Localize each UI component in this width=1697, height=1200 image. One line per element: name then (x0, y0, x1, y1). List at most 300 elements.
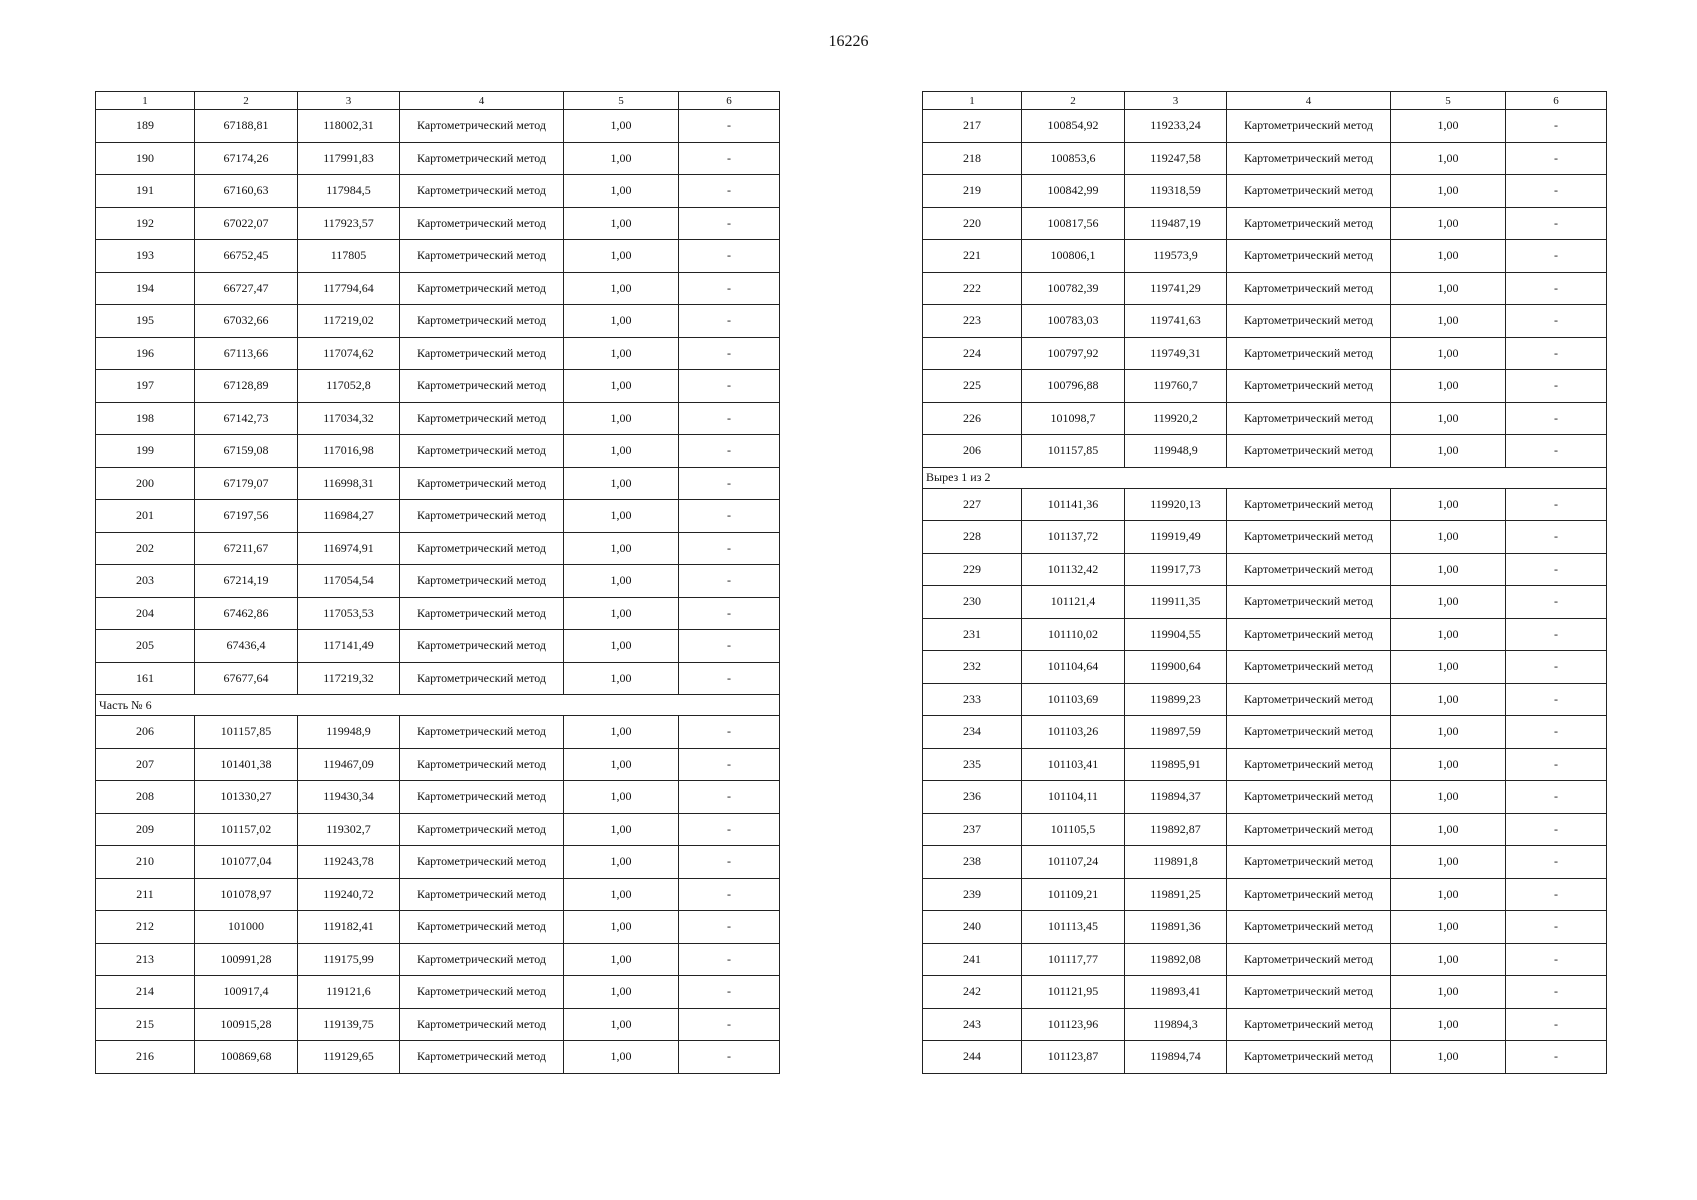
point-number-cell: 208 (96, 781, 195, 814)
y-coordinate-cell: 119899,23 (1125, 683, 1227, 716)
x-coordinate-cell: 67214,19 (195, 565, 298, 598)
coordinates-table-right (922, 91, 1607, 1074)
x-coordinate-cell: 101157,85 (195, 716, 298, 749)
note-cell: - (1506, 488, 1607, 521)
y-coordinate-cell: 119897,59 (1125, 716, 1227, 749)
table-row (96, 532, 780, 565)
column-header: 1 (96, 92, 195, 110)
method-cell: Картометрический метод (400, 370, 564, 403)
accuracy-cell: 1,00 (564, 175, 679, 208)
point-number-cell: 237 (923, 813, 1022, 846)
accuracy-cell: 1,00 (564, 435, 679, 468)
point-number-cell: 221 (923, 240, 1022, 273)
method-cell: Картометрический метод (400, 911, 564, 944)
y-coordinate-cell: 119741,29 (1125, 272, 1227, 305)
accuracy-cell: 1,00 (564, 878, 679, 911)
x-coordinate-cell: 101117,77 (1022, 943, 1125, 976)
method-cell: Картометрический метод (400, 630, 564, 663)
y-coordinate-cell: 119900,64 (1125, 651, 1227, 684)
accuracy-cell: 1,00 (1391, 813, 1506, 846)
method-cell: Картометрический метод (1227, 1041, 1391, 1074)
note-cell: - (679, 207, 780, 240)
method-cell: Картометрический метод (1227, 943, 1391, 976)
table-row (923, 781, 1607, 814)
point-number-cell: 219 (923, 175, 1022, 208)
y-coordinate-cell: 119175,99 (298, 943, 400, 976)
note-cell: - (1506, 748, 1607, 781)
x-coordinate-cell: 67159,08 (195, 435, 298, 468)
note-cell: - (1506, 240, 1607, 273)
x-coordinate-cell: 101077,04 (195, 846, 298, 879)
x-coordinate-cell: 67113,66 (195, 337, 298, 370)
note-cell: - (1506, 337, 1607, 370)
table-row (923, 370, 1607, 403)
method-cell: Картометрический метод (400, 781, 564, 814)
method-cell: Картометрический метод (400, 435, 564, 468)
point-number-cell: 240 (923, 911, 1022, 944)
y-coordinate-cell: 119430,34 (298, 781, 400, 814)
x-coordinate-cell: 67677,64 (195, 662, 298, 695)
note-cell: - (679, 1008, 780, 1041)
point-number-cell: 199 (96, 435, 195, 468)
accuracy-cell: 1,00 (1391, 716, 1506, 749)
section-row (923, 467, 1607, 488)
table-row (923, 207, 1607, 240)
y-coordinate-cell: 117219,02 (298, 305, 400, 338)
x-coordinate-cell: 101330,27 (195, 781, 298, 814)
note-cell: - (1506, 272, 1607, 305)
y-coordinate-cell: 119948,9 (298, 716, 400, 749)
note-cell: - (679, 846, 780, 879)
accuracy-cell: 1,00 (1391, 683, 1506, 716)
accuracy-cell: 1,00 (1391, 553, 1506, 586)
y-coordinate-cell: 117984,5 (298, 175, 400, 208)
y-coordinate-cell: 116998,31 (298, 467, 400, 500)
x-coordinate-cell: 101103,69 (1022, 683, 1125, 716)
accuracy-cell: 1,00 (564, 467, 679, 500)
y-coordinate-cell: 119487,19 (1125, 207, 1227, 240)
accuracy-cell: 1,00 (564, 976, 679, 1009)
method-cell: Картометрический метод (1227, 846, 1391, 879)
point-number-cell: 235 (923, 748, 1022, 781)
method-cell: Картометрический метод (400, 1041, 564, 1074)
x-coordinate-cell: 101121,95 (1022, 976, 1125, 1009)
method-cell: Картометрический метод (1227, 781, 1391, 814)
x-coordinate-cell: 101078,97 (195, 878, 298, 911)
point-number-cell: 228 (923, 521, 1022, 554)
table-row (96, 943, 780, 976)
method-cell: Картометрический метод (1227, 272, 1391, 305)
table-row (923, 943, 1607, 976)
accuracy-cell: 1,00 (1391, 240, 1506, 273)
note-cell: - (1506, 1041, 1607, 1074)
y-coordinate-cell: 119467,09 (298, 748, 400, 781)
method-cell: Картометрический метод (400, 1008, 564, 1041)
point-number-cell: 217 (923, 110, 1022, 143)
point-number-cell: 203 (96, 565, 195, 598)
table-row (96, 911, 780, 944)
method-cell: Картометрический метод (1227, 207, 1391, 240)
column-header: 6 (1506, 92, 1607, 110)
accuracy-cell: 1,00 (564, 1008, 679, 1041)
table-row (96, 813, 780, 846)
table-row (96, 500, 780, 533)
method-cell: Картометрический метод (400, 878, 564, 911)
column-header: 5 (1391, 92, 1506, 110)
method-cell: Картометрический метод (1227, 618, 1391, 651)
point-number-cell: 216 (96, 1041, 195, 1074)
accuracy-cell: 1,00 (564, 565, 679, 598)
point-number-cell: 201 (96, 500, 195, 533)
accuracy-cell: 1,00 (1391, 272, 1506, 305)
y-coordinate-cell: 119891,8 (1125, 846, 1227, 879)
x-coordinate-cell: 100842,99 (1022, 175, 1125, 208)
y-coordinate-cell: 119129,65 (298, 1041, 400, 1074)
note-cell: - (1506, 553, 1607, 586)
point-number-cell: 231 (923, 618, 1022, 651)
table-row (923, 402, 1607, 435)
x-coordinate-cell: 67174,26 (195, 142, 298, 175)
point-number-cell: 238 (923, 846, 1022, 879)
column-header: 2 (195, 92, 298, 110)
note-cell: - (679, 337, 780, 370)
note-cell: - (679, 240, 780, 273)
y-coordinate-cell: 119893,41 (1125, 976, 1227, 1009)
note-cell: - (1506, 618, 1607, 651)
note-cell: - (1506, 716, 1607, 749)
accuracy-cell: 1,00 (564, 943, 679, 976)
table-row (96, 976, 780, 1009)
point-number-cell: 206 (96, 716, 195, 749)
note-cell: - (1506, 142, 1607, 175)
y-coordinate-cell: 119894,74 (1125, 1041, 1227, 1074)
x-coordinate-cell: 67128,89 (195, 370, 298, 403)
table-row (923, 337, 1607, 370)
accuracy-cell: 1,00 (564, 337, 679, 370)
method-cell: Картометрический метод (1227, 716, 1391, 749)
accuracy-cell: 1,00 (564, 240, 679, 273)
table-row (96, 272, 780, 305)
method-cell: Картометрический метод (400, 305, 564, 338)
x-coordinate-cell: 67032,66 (195, 305, 298, 338)
point-number-cell: 227 (923, 488, 1022, 521)
note-cell: - (1506, 651, 1607, 684)
point-number-cell: 239 (923, 878, 1022, 911)
column-header: 5 (564, 92, 679, 110)
note-cell: - (1506, 1008, 1607, 1041)
x-coordinate-cell: 67436,4 (195, 630, 298, 663)
x-coordinate-cell: 101141,36 (1022, 488, 1125, 521)
accuracy-cell: 1,00 (564, 500, 679, 533)
method-cell: Картометрический метод (1227, 488, 1391, 521)
table-row (923, 911, 1607, 944)
accuracy-cell: 1,00 (564, 142, 679, 175)
method-cell: Картометрический метод (400, 662, 564, 695)
column-header: 2 (1022, 92, 1125, 110)
y-coordinate-cell: 119302,7 (298, 813, 400, 846)
column-header: 3 (1125, 92, 1227, 110)
coordinates-table-left (95, 91, 780, 1074)
method-cell: Картометрический метод (1227, 337, 1391, 370)
note-cell: - (679, 467, 780, 500)
table-row (923, 175, 1607, 208)
y-coordinate-cell: 119948,9 (1125, 435, 1227, 468)
accuracy-cell: 1,00 (564, 370, 679, 403)
accuracy-cell: 1,00 (564, 305, 679, 338)
x-coordinate-cell: 100783,03 (1022, 305, 1125, 338)
x-coordinate-cell: 101105,5 (1022, 813, 1125, 846)
y-coordinate-cell: 117074,62 (298, 337, 400, 370)
accuracy-cell: 1,00 (564, 207, 679, 240)
note-cell: - (1506, 878, 1607, 911)
x-coordinate-cell: 67211,67 (195, 532, 298, 565)
method-cell: Картометрический метод (1227, 878, 1391, 911)
x-coordinate-cell: 66752,45 (195, 240, 298, 273)
accuracy-cell: 1,00 (564, 846, 679, 879)
table-row (96, 781, 780, 814)
y-coordinate-cell: 119917,73 (1125, 553, 1227, 586)
method-cell: Картометрический метод (1227, 586, 1391, 619)
x-coordinate-cell: 67022,07 (195, 207, 298, 240)
method-cell: Картометрический метод (1227, 976, 1391, 1009)
point-number-cell: 189 (96, 110, 195, 143)
note-cell: - (679, 813, 780, 846)
note-cell: - (1506, 586, 1607, 619)
table-row (96, 630, 780, 663)
y-coordinate-cell: 119121,6 (298, 976, 400, 1009)
point-number-cell: 224 (923, 337, 1022, 370)
method-cell: Картометрический метод (400, 175, 564, 208)
note-cell: - (1506, 110, 1607, 143)
point-number-cell: 191 (96, 175, 195, 208)
right-table-body (923, 92, 1607, 1074)
accuracy-cell: 1,00 (1391, 305, 1506, 338)
note-cell: - (679, 748, 780, 781)
point-number-cell: 223 (923, 305, 1022, 338)
x-coordinate-cell: 101137,72 (1022, 521, 1125, 554)
method-cell: Картометрический метод (400, 597, 564, 630)
note-cell: - (679, 500, 780, 533)
table-row (96, 467, 780, 500)
note-cell: - (1506, 175, 1607, 208)
y-coordinate-cell: 117054,54 (298, 565, 400, 598)
method-cell: Картометрический метод (400, 142, 564, 175)
accuracy-cell: 1,00 (1391, 521, 1506, 554)
point-number-cell: 211 (96, 878, 195, 911)
x-coordinate-cell: 101401,38 (195, 748, 298, 781)
y-coordinate-cell: 119920,2 (1125, 402, 1227, 435)
note-cell: - (679, 402, 780, 435)
table-row (923, 586, 1607, 619)
x-coordinate-cell: 100991,28 (195, 943, 298, 976)
point-number-cell: 233 (923, 683, 1022, 716)
point-number-cell: 218 (923, 142, 1022, 175)
x-coordinate-cell: 101109,21 (1022, 878, 1125, 911)
accuracy-cell: 1,00 (1391, 488, 1506, 521)
x-coordinate-cell: 66727,47 (195, 272, 298, 305)
point-number-cell: 192 (96, 207, 195, 240)
accuracy-cell: 1,00 (564, 813, 679, 846)
header-row (96, 92, 780, 110)
y-coordinate-cell: 117794,64 (298, 272, 400, 305)
x-coordinate-cell: 101113,45 (1022, 911, 1125, 944)
y-coordinate-cell: 116984,27 (298, 500, 400, 533)
point-number-cell: 197 (96, 370, 195, 403)
y-coordinate-cell: 117052,8 (298, 370, 400, 403)
method-cell: Картометрический метод (1227, 748, 1391, 781)
y-coordinate-cell: 119895,91 (1125, 748, 1227, 781)
y-coordinate-cell: 119233,24 (1125, 110, 1227, 143)
section-label: Часть № 6 (96, 695, 780, 716)
method-cell: Картометрический метод (400, 337, 564, 370)
table-row (96, 175, 780, 208)
note-cell: - (679, 716, 780, 749)
note-cell: - (679, 532, 780, 565)
note-cell: - (679, 781, 780, 814)
method-cell: Картометрический метод (1227, 402, 1391, 435)
table-row (96, 597, 780, 630)
table-row (96, 878, 780, 911)
y-coordinate-cell: 117016,98 (298, 435, 400, 468)
table-row (923, 553, 1607, 586)
accuracy-cell: 1,00 (564, 630, 679, 663)
section-row (96, 695, 780, 716)
note-cell: - (1506, 683, 1607, 716)
point-number-cell: 234 (923, 716, 1022, 749)
y-coordinate-cell: 119892,08 (1125, 943, 1227, 976)
note-cell: - (679, 597, 780, 630)
method-cell: Картометрический метод (400, 500, 564, 533)
x-coordinate-cell: 101123,96 (1022, 1008, 1125, 1041)
point-number-cell: 200 (96, 467, 195, 500)
accuracy-cell: 1,00 (564, 716, 679, 749)
left-table-body (96, 92, 780, 1074)
table-row (923, 240, 1607, 273)
x-coordinate-cell: 101000 (195, 911, 298, 944)
x-coordinate-cell: 100782,39 (1022, 272, 1125, 305)
table-row (923, 748, 1607, 781)
accuracy-cell: 1,00 (1391, 402, 1506, 435)
accuracy-cell: 1,00 (1391, 110, 1506, 143)
note-cell: - (679, 370, 780, 403)
method-cell: Картометрический метод (400, 402, 564, 435)
point-number-cell: 207 (96, 748, 195, 781)
method-cell: Картометрический метод (1227, 175, 1391, 208)
accuracy-cell: 1,00 (564, 911, 679, 944)
x-coordinate-cell: 100853,6 (1022, 142, 1125, 175)
y-coordinate-cell: 117923,57 (298, 207, 400, 240)
note-cell: - (679, 911, 780, 944)
accuracy-cell: 1,00 (564, 110, 679, 143)
point-number-cell: 198 (96, 402, 195, 435)
note-cell: - (679, 1041, 780, 1074)
column-header: 3 (298, 92, 400, 110)
method-cell: Картометрический метод (1227, 370, 1391, 403)
point-number-cell: 195 (96, 305, 195, 338)
method-cell: Картометрический метод (1227, 142, 1391, 175)
y-coordinate-cell: 119741,63 (1125, 305, 1227, 338)
method-cell: Картометрический метод (400, 532, 564, 565)
x-coordinate-cell: 101157,85 (1022, 435, 1125, 468)
table-row (96, 1041, 780, 1074)
table-row (923, 305, 1607, 338)
table-row (923, 488, 1607, 521)
note-cell: - (679, 976, 780, 1009)
point-number-cell: 225 (923, 370, 1022, 403)
method-cell: Картометрический метод (1227, 911, 1391, 944)
method-cell: Картометрический метод (1227, 240, 1391, 273)
note-cell: - (679, 630, 780, 663)
x-coordinate-cell: 101132,42 (1022, 553, 1125, 586)
x-coordinate-cell: 100854,92 (1022, 110, 1125, 143)
x-coordinate-cell: 100796,88 (1022, 370, 1125, 403)
table-row (96, 142, 780, 175)
point-number-cell: 215 (96, 1008, 195, 1041)
point-number-cell: 209 (96, 813, 195, 846)
x-coordinate-cell: 100915,28 (195, 1008, 298, 1041)
y-coordinate-cell: 117141,49 (298, 630, 400, 663)
accuracy-cell: 1,00 (1391, 337, 1506, 370)
point-number-cell: 229 (923, 553, 1022, 586)
point-number-cell: 194 (96, 272, 195, 305)
y-coordinate-cell: 117805 (298, 240, 400, 273)
note-cell: - (1506, 846, 1607, 879)
x-coordinate-cell: 101121,4 (1022, 586, 1125, 619)
table-row (923, 878, 1607, 911)
point-number-cell: 212 (96, 911, 195, 944)
x-coordinate-cell: 101104,64 (1022, 651, 1125, 684)
x-coordinate-cell: 67142,73 (195, 402, 298, 435)
method-cell: Картометрический метод (1227, 813, 1391, 846)
x-coordinate-cell: 67462,86 (195, 597, 298, 630)
x-coordinate-cell: 101098,7 (1022, 402, 1125, 435)
table-row (96, 565, 780, 598)
method-cell: Картометрический метод (400, 467, 564, 500)
y-coordinate-cell: 119243,78 (298, 846, 400, 879)
y-coordinate-cell: 119760,7 (1125, 370, 1227, 403)
accuracy-cell: 1,00 (1391, 370, 1506, 403)
column-header: 4 (1227, 92, 1391, 110)
method-cell: Картометрический метод (1227, 683, 1391, 716)
x-coordinate-cell: 101110,02 (1022, 618, 1125, 651)
section-label: Вырез 1 из 2 (923, 467, 1607, 488)
y-coordinate-cell: 119891,36 (1125, 911, 1227, 944)
point-number-cell: 241 (923, 943, 1022, 976)
point-number-cell: 236 (923, 781, 1022, 814)
accuracy-cell: 1,00 (1391, 943, 1506, 976)
y-coordinate-cell: 119904,55 (1125, 618, 1227, 651)
method-cell: Картометрический метод (1227, 1008, 1391, 1041)
point-number-cell: 161 (96, 662, 195, 695)
y-coordinate-cell: 119749,31 (1125, 337, 1227, 370)
table-row (96, 207, 780, 240)
table-row (923, 110, 1607, 143)
note-cell: - (1506, 943, 1607, 976)
point-number-cell: 243 (923, 1008, 1022, 1041)
method-cell: Картометрический метод (400, 943, 564, 976)
method-cell: Картометрический метод (400, 716, 564, 749)
accuracy-cell: 1,00 (1391, 142, 1506, 175)
x-coordinate-cell: 101103,41 (1022, 748, 1125, 781)
method-cell: Картометрический метод (1227, 435, 1391, 468)
note-cell: - (1506, 402, 1607, 435)
method-cell: Картометрический метод (400, 748, 564, 781)
y-coordinate-cell: 118002,31 (298, 110, 400, 143)
table-row (923, 272, 1607, 305)
point-number-cell: 204 (96, 597, 195, 630)
accuracy-cell: 1,00 (1391, 651, 1506, 684)
point-number-cell: 214 (96, 976, 195, 1009)
